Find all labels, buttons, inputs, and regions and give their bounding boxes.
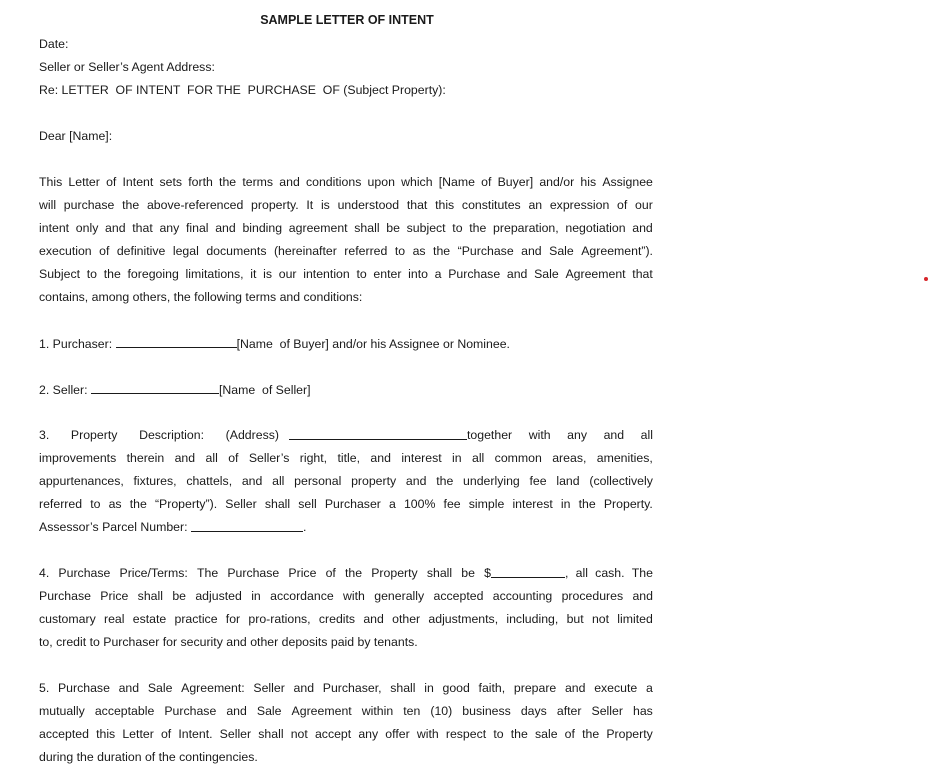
intro-line: will purchase the above-referenced property. It is understood that this constitutes an expression of our	[39, 198, 653, 212]
seller-address-line: Seller or Seller’s Agent Address:	[39, 60, 215, 74]
intro-line: This Letter of Intent sets forth the terms and conditions upon which [Name of Buyer] and/or his Assignee	[39, 175, 653, 189]
agreement-line: mutually acceptable Purchase and Sale Agreement within ten (10) business days after Seller has	[39, 704, 653, 718]
price-line: to, credit to Purchaser for security and other deposits paid by tenants.	[39, 635, 418, 649]
item-purchase-sale-agreement	[39, 680, 653, 772]
agreement-line: during the duration of the contingencies.	[39, 750, 258, 764]
date-line: Date:	[39, 37, 69, 51]
purchaser-blank-field[interactable]	[116, 335, 237, 348]
salutation: Dear [Name]:	[39, 129, 113, 143]
price-line: customary real estate practice for pro-rations, credits and other adjustments, including, but not limited	[39, 612, 653, 626]
property-desc-label: 3. Property Description: (Address)	[39, 428, 279, 442]
seller-blank-field[interactable]	[91, 381, 219, 394]
property-line: referred to as the “Property”). Seller shall sell Purchaser a 100% fee simple interest in the Property.	[39, 497, 653, 511]
property-desc-after: together with any and all	[467, 428, 653, 442]
price-line: Purchase Price shall be adjusted in accordance with generally accepted accounting procedures and	[39, 589, 653, 603]
purchaser-note: [Name of Buyer] and/or his Assignee or Nominee.	[236, 337, 510, 351]
seller-note: [Name of Seller]	[218, 383, 311, 397]
re-line: Re: LETTER OF INTENT FOR THE PURCHASE OF (Subject Property):	[39, 83, 446, 97]
parcel-end: .	[302, 520, 307, 534]
address-blank-field[interactable]	[289, 427, 467, 440]
item-seller	[39, 381, 311, 398]
intro-line: contains, among others, the following terms and conditions:	[39, 290, 363, 304]
intro-line: execution of definitive legal documents (hereinafter referred to as the “Purchase and Sale Agreement”).	[39, 244, 653, 258]
parcel-label: Assessor’s Parcel Number:	[39, 520, 188, 534]
item-property-description	[39, 427, 653, 542]
seller-label: 2. Seller:	[39, 383, 88, 397]
item-purchase-price	[39, 565, 653, 657]
agreement-line: 5. Purchase and Sale Agreement: Seller and Purchaser, shall in good faith, prepare and execute a	[39, 681, 653, 695]
price-first-line	[39, 565, 653, 588]
price-label: 4. Purchase Price/Terms: The Purchase Price of the Property shall be $	[39, 566, 491, 580]
document-title: SAMPLE LETTER OF INTENT	[260, 13, 434, 27]
red-marker-dot	[924, 277, 928, 281]
intro-line: Subject to the foregoing limitations, it is our intention to enter into a Purchase and Sale Agreement that	[39, 267, 653, 281]
agreement-line: accepted this Letter of Intent. Seller shall not accept any offer with respect to the sale of the Property	[39, 727, 653, 741]
price-after: , all cash. The	[565, 566, 653, 580]
intro-paragraph	[39, 174, 653, 312]
item-purchaser	[39, 335, 510, 352]
purchaser-label: 1. Purchaser:	[39, 337, 113, 351]
price-blank-field[interactable]	[491, 565, 565, 578]
parcel-blank-field[interactable]	[191, 519, 303, 532]
property-line: appurtenances, fixtures, chattels, and all personal property and the underlying fee land (collectively	[39, 474, 653, 488]
property-first-line	[39, 427, 653, 450]
property-line: improvements therein and all of Seller’s right, title, and interest in all common areas, amenities,	[39, 451, 653, 465]
parcel-number-line	[39, 519, 653, 542]
intro-line: intent only and that any final and binding agreement shall be subject to the preparation, negotiation and	[39, 221, 653, 235]
